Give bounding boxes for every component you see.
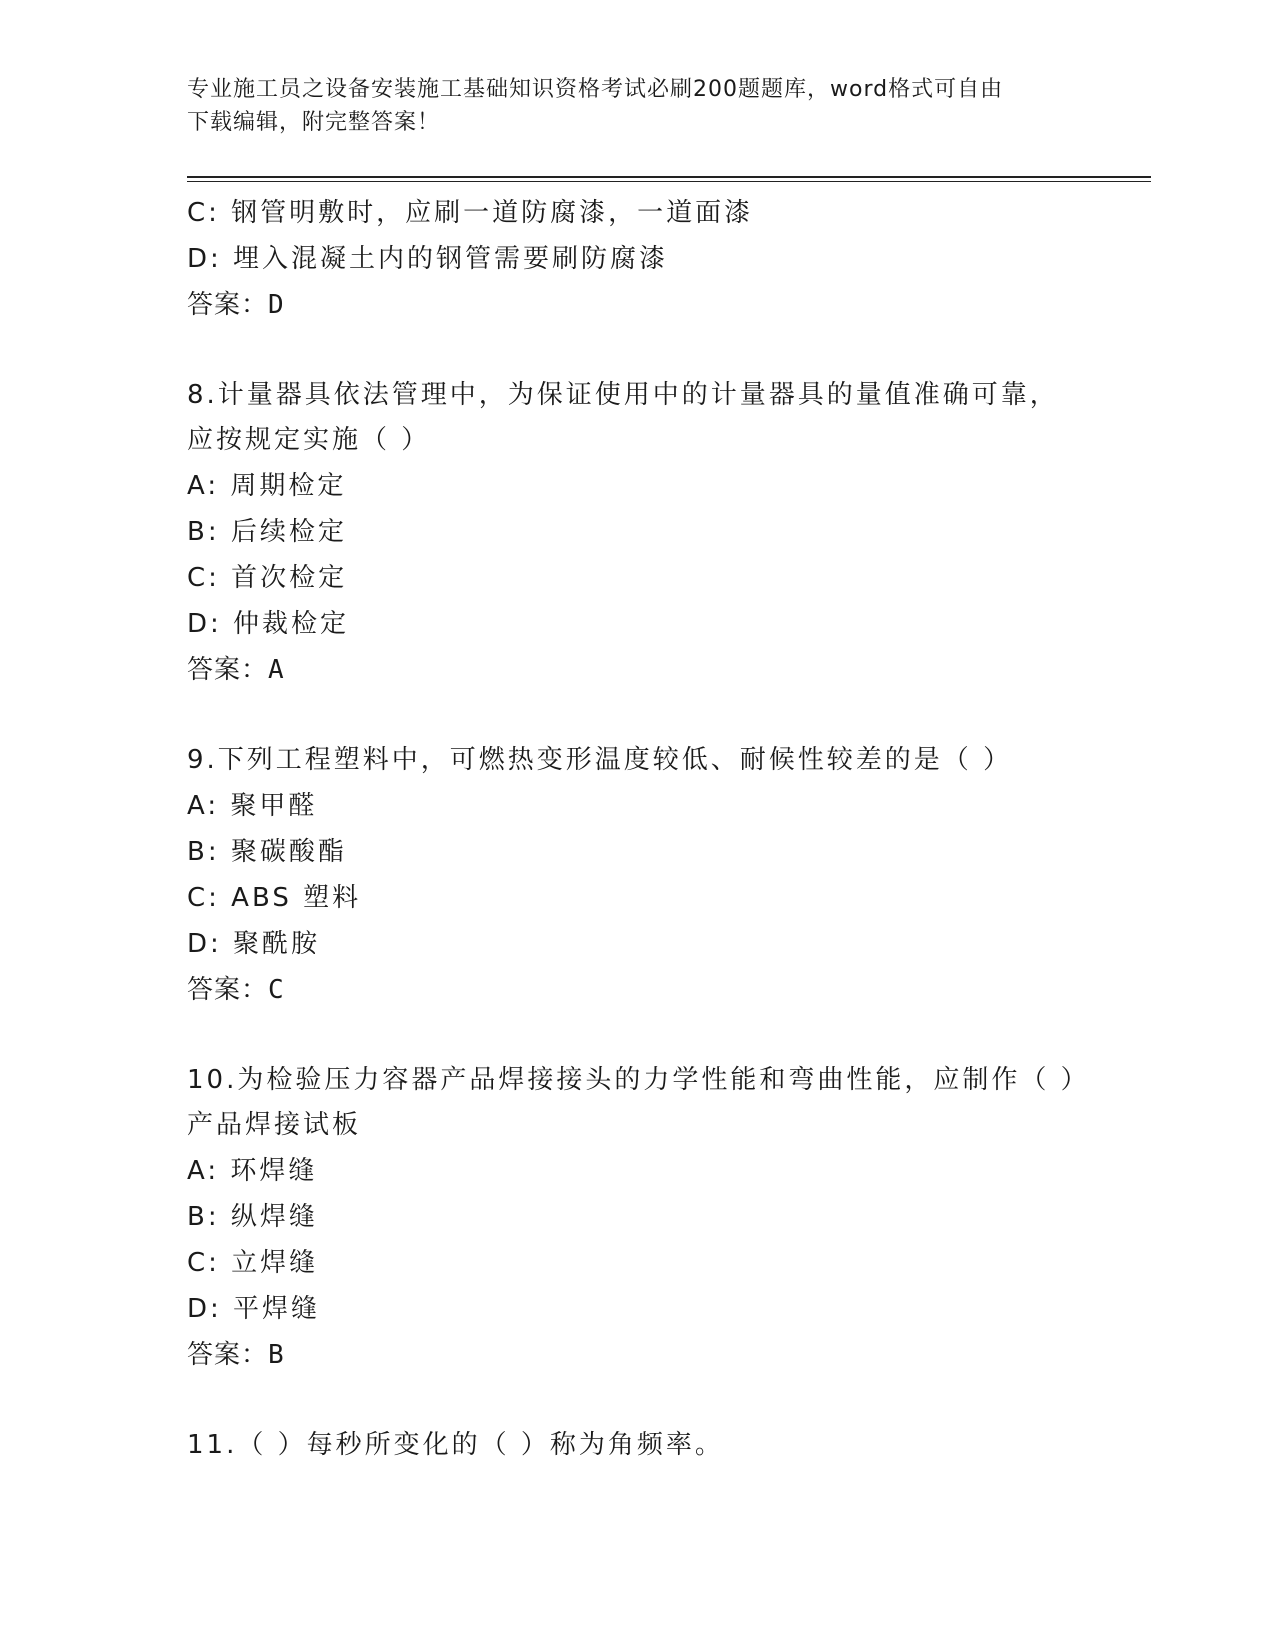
spacer [187, 693, 1087, 738]
answer-label: 答案： [187, 975, 269, 1005]
answer-value: D [268, 290, 285, 320]
question-9 [187, 738, 1087, 1013]
option-d: D: 埋入混凝土内的钢管需要刷防腐漆 [187, 244, 669, 274]
option-d: D: 平焊缝 [187, 1294, 321, 1324]
question-11 [187, 1423, 1087, 1468]
question-10 [187, 1058, 1087, 1378]
answer-line [187, 647, 1087, 693]
option-b: B: 聚碳酸酯 [187, 837, 347, 867]
option-a: A: 聚甲醛 [187, 791, 318, 821]
option-d: D: 聚酰胺 [187, 929, 321, 959]
option-a: A: 周期检定 [187, 471, 347, 501]
option-a: A: 环焊缝 [187, 1156, 318, 1186]
answer-value: C [268, 975, 285, 1005]
option-b: B: 纵焊缝 [187, 1202, 318, 1232]
spacer [187, 1378, 1087, 1423]
answer-label: 答案： [187, 655, 269, 685]
answer-line [187, 1332, 1087, 1378]
question-8 [187, 373, 1087, 693]
header-line-2: 下载编辑，附完整答案！ [187, 110, 441, 135]
option-b: B: 后续检定 [187, 517, 347, 547]
question-list [187, 190, 1087, 1468]
question-stem: 8.计量器具依法管理中，为保证使用中的计量器具的量值准确可靠，应按规定实施（ ） [187, 380, 1059, 455]
spacer [187, 1013, 1087, 1058]
option-c: C: 首次检定 [187, 563, 348, 593]
question-stem: 9.下列工程塑料中，可燃热变形温度较低、耐候性较差的是（ ） [187, 745, 1013, 775]
option-c: C: 立焊缝 [187, 1248, 319, 1278]
answer-line [187, 967, 1087, 1013]
question-7-continued [187, 190, 1087, 328]
answer-label: 答案： [187, 1340, 269, 1370]
answer-label: 答案： [187, 290, 269, 320]
option-d: D: 仲裁检定 [187, 609, 350, 639]
answer-value: B [268, 1340, 285, 1370]
header-line-1: 专业施工员之设备安装施工基础知识资格考试必刷200题题库，word格式可自由 [187, 77, 1004, 102]
document-header [187, 73, 1087, 139]
question-stem: 10.为检验压力容器产品焊接接头的力学性能和弯曲性能，应制作（ ）产品焊接试板 [187, 1065, 1077, 1140]
answer-line [187, 282, 1087, 328]
spacer [187, 328, 1087, 373]
header-rule-thick [187, 176, 1151, 178]
option-c: C: 钢管明敷时，应刷一道防腐漆，一道面漆 [187, 198, 754, 228]
question-stem: 11.（ ）每秒所变化的（ ）称为角频率。 [187, 1430, 724, 1460]
option-c: C: ABS 塑料 [187, 883, 362, 913]
header-rule-thin [187, 181, 1151, 182]
answer-value: A [268, 655, 285, 685]
